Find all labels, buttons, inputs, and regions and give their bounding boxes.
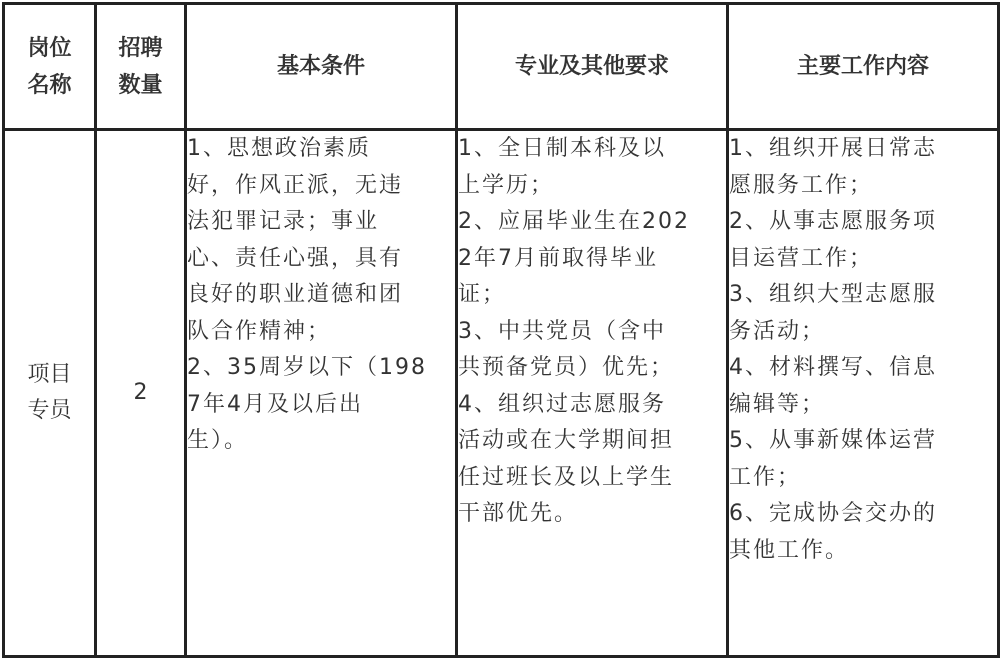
text-line: 2、35周岁以下（198: [187, 355, 427, 380]
text-line: 1、组织开展日常志: [729, 136, 937, 161]
cell-main-duties: [728, 130, 999, 657]
text-line: 活动或在大学期间担: [458, 428, 675, 453]
text-line: 好，作风正派，无违: [187, 172, 404, 198]
text-line: 上学历；: [458, 172, 555, 198]
table-row: [4, 130, 999, 657]
text-line: 务活动；: [729, 318, 826, 344]
text-line: 法犯罪记录；事业: [187, 209, 380, 234]
header-major-requirements: 专业及其他要求: [457, 4, 728, 130]
text-line: 生）。: [187, 428, 249, 453]
text-line: 心、责任心强，具有: [187, 245, 404, 271]
header-position-name-line2: 名称: [27, 72, 72, 98]
cell-position-name: [4, 130, 96, 657]
header-main-duties: 主要工作内容: [728, 4, 999, 130]
text-line: 2年7月前取得毕业: [458, 245, 658, 271]
text-line: 工作；: [729, 464, 802, 490]
header-hire-count-line2: 数量: [118, 72, 163, 98]
major-requirements-text: [458, 131, 726, 533]
recruitment-table: [2, 2, 1000, 658]
text-line: 良好的职业道德和团: [187, 282, 404, 307]
basic-conditions-text: [187, 131, 455, 460]
main-duties-text: [729, 131, 997, 569]
text-line: 愿服务工作；: [729, 172, 874, 198]
text-line: 共预备党员）优先；: [458, 355, 675, 380]
header-position-name-line1: 岗位: [27, 35, 72, 61]
header-row: [4, 4, 999, 130]
header-basic-conditions: 基本条件: [186, 4, 457, 130]
text-line: 证；: [458, 282, 507, 307]
text-line: 2、应届毕业生在202: [458, 209, 690, 234]
position-name-line1: 项目: [27, 362, 72, 387]
header-hire-count-line1: 招聘: [118, 35, 163, 61]
text-line: 目运营工作；: [729, 245, 874, 271]
text-line: 1、全日制本科及以: [458, 136, 666, 161]
position-name-line2: 专员: [27, 398, 72, 423]
text-line: 任过班长及以上学生: [458, 464, 675, 490]
text-line: 4、材料撰写、信息: [729, 355, 937, 380]
text-line: 3、中共党员（含中: [458, 318, 666, 344]
text-line: 2、从事志愿服务项: [729, 209, 937, 234]
text-line: 7年4月及以后出: [187, 391, 363, 417]
cell-basic-conditions: [186, 130, 457, 657]
cell-hire-count: 2: [96, 130, 186, 657]
header-position-name: [4, 4, 96, 130]
text-line: 4、组织过志愿服务: [458, 391, 666, 417]
text-line: 干部优先。: [458, 501, 579, 526]
text-line: 5、从事新媒体运营: [729, 428, 937, 453]
header-hire-count: [96, 4, 186, 130]
text-line: 6、完成协会交办的: [729, 501, 937, 526]
cell-major-requirements: [457, 130, 728, 657]
text-line: 其他工作。: [729, 537, 850, 563]
text-line: 编辑等；: [729, 391, 826, 417]
text-line: 3、组织大型志愿服: [729, 282, 937, 307]
text-line: 队合作精神；: [187, 318, 332, 344]
text-line: 1、思想政治素质: [187, 136, 371, 161]
